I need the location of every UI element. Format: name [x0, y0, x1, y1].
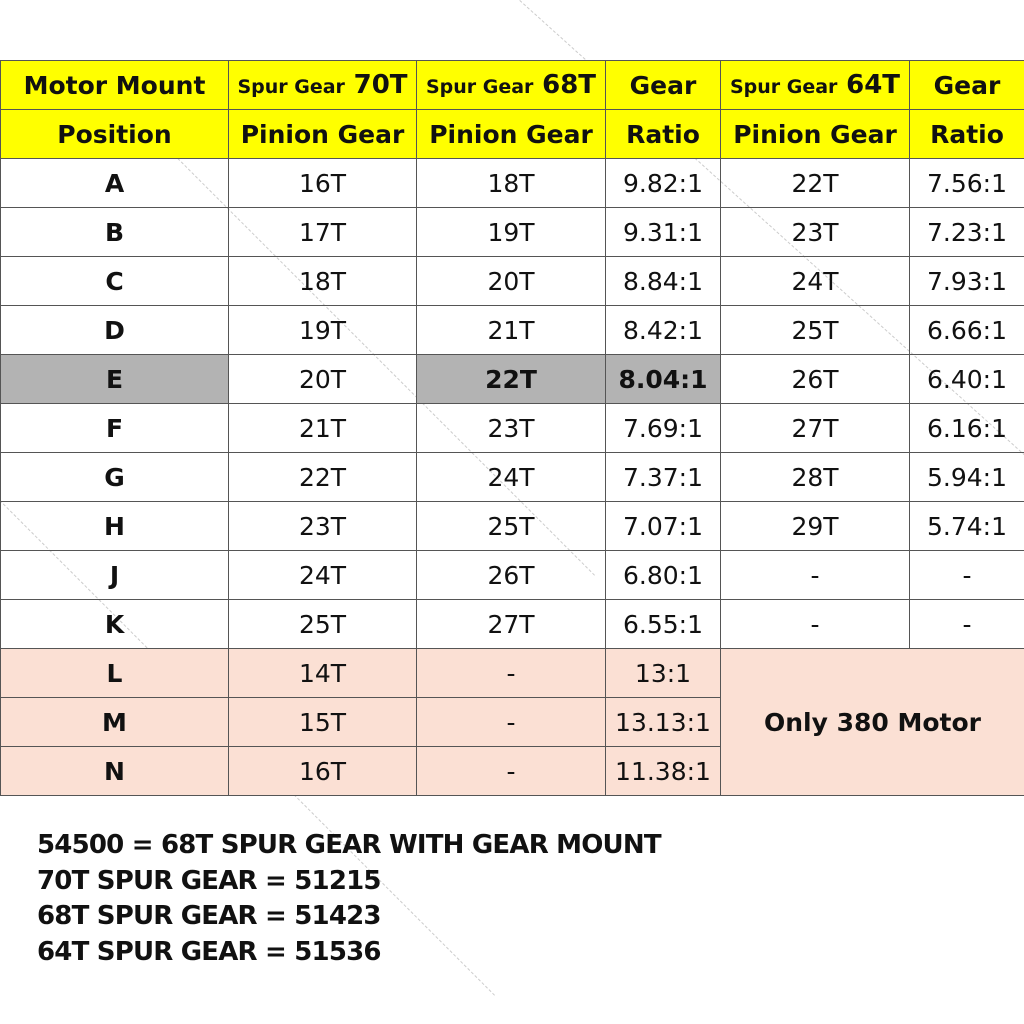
table-row — [1, 404, 1024, 453]
pinion-68-cell: - — [417, 649, 606, 698]
ratio-64-cell: - — [910, 600, 1024, 649]
ratio-68-cell: 6.80:1 — [606, 551, 721, 600]
position-cell: J — [1, 551, 229, 600]
position-cell: B — [1, 208, 229, 257]
ratio-68-cell: 8.42:1 — [606, 306, 721, 355]
ratio-68-cell: 11.38:1 — [606, 747, 721, 796]
note-line: 54500 = 68T SPUR GEAR WITH GEAR MOUNT — [37, 830, 661, 860]
pinion-68-cell: 26T — [417, 551, 606, 600]
table-row — [1, 257, 1024, 306]
table-row — [1, 159, 1024, 208]
ratio-64-cell: 7.56:1 — [910, 159, 1024, 208]
pinion-70-cell: 18T — [229, 257, 417, 306]
pinion-68-cell: - — [417, 698, 606, 747]
pinion-68-cell: 23T — [417, 404, 606, 453]
ratio-64-cell: 7.23:1 — [910, 208, 1024, 257]
position-cell: E — [1, 355, 229, 404]
table-row — [1, 355, 1024, 404]
position-cell: D — [1, 306, 229, 355]
pinion-68-cell: 20T — [417, 257, 606, 306]
pinion-68-cell: 27T — [417, 600, 606, 649]
gear-ratio-table — [0, 60, 1024, 796]
pinion-64-cell: 24T — [721, 257, 910, 306]
pinion-70-cell: 16T — [229, 159, 417, 208]
table-row — [1, 208, 1024, 257]
ratio-68-cell: 8.04:1 — [606, 355, 721, 404]
position-cell: H — [1, 502, 229, 551]
ratio-68-cell: 7.37:1 — [606, 453, 721, 502]
pinion-68-cell: 25T — [417, 502, 606, 551]
pinion-70-cell: 23T — [229, 502, 417, 551]
header-pinion-70: Pinion Gear — [229, 110, 417, 159]
position-cell: K — [1, 600, 229, 649]
ratio-64-cell: 6.40:1 — [910, 355, 1024, 404]
table-row — [1, 551, 1024, 600]
position-cell: N — [1, 747, 229, 796]
table-row — [1, 502, 1024, 551]
part-number-notes — [37, 828, 661, 970]
pinion-68-cell: 22T — [417, 355, 606, 404]
note-line: 70T SPUR GEAR = 51215 — [37, 865, 381, 896]
pinion-64-cell: - — [721, 551, 910, 600]
ratio-64-cell: - — [910, 551, 1024, 600]
ratio-68-cell: 9.31:1 — [606, 208, 721, 257]
pinion-70-cell: 16T — [229, 747, 417, 796]
ratio-68-cell: 7.07:1 — [606, 502, 721, 551]
ratio-64-cell: 5.94:1 — [910, 453, 1024, 502]
note-line: 68T SPUR GEAR = 51423 — [37, 901, 381, 931]
pinion-70-cell: 24T — [229, 551, 417, 600]
header-ratio-64: Ratio — [910, 110, 1024, 159]
table-row — [1, 600, 1024, 649]
position-cell: F — [1, 404, 229, 453]
pinion-64-cell: 28T — [721, 453, 910, 502]
table-row — [1, 453, 1024, 502]
header-position: Position — [1, 110, 229, 159]
pinion-64-cell: 26T — [721, 355, 910, 404]
position-cell: C — [1, 257, 229, 306]
header-spur-68: Spur Gear 68T — [417, 61, 606, 110]
header-row-2 — [1, 110, 1024, 159]
pinion-64-cell: - — [721, 600, 910, 649]
header-spur-64: Spur Gear 64T — [721, 61, 910, 110]
pinion-64-cell: 23T — [721, 208, 910, 257]
pinion-64-cell: 22T — [721, 159, 910, 208]
pinion-70-cell: 17T — [229, 208, 417, 257]
pinion-70-cell: 15T — [229, 698, 417, 747]
header-motor-mount: Motor Mount — [1, 61, 229, 110]
pinion-70-cell: 22T — [229, 453, 417, 502]
position-cell: M — [1, 698, 229, 747]
pinion-70-cell: 19T — [229, 306, 417, 355]
pinion-70-cell: 14T — [229, 649, 417, 698]
table-row — [1, 306, 1024, 355]
ratio-64-cell: 7.93:1 — [910, 257, 1024, 306]
header-spur-70: Spur Gear 70T — [229, 61, 417, 110]
ratio-68-cell: 13:1 — [606, 649, 721, 698]
header-gear-ratio-68: Gear — [606, 61, 721, 110]
position-cell: A — [1, 159, 229, 208]
ratio-68-cell: 8.84:1 — [606, 257, 721, 306]
pinion-68-cell: 24T — [417, 453, 606, 502]
header-pinion-64: Pinion Gear — [721, 110, 910, 159]
ratio-68-cell: 9.82:1 — [606, 159, 721, 208]
position-cell: G — [1, 453, 229, 502]
ratio-68-cell: 13.13:1 — [606, 698, 721, 747]
ratio-68-cell: 7.69:1 — [606, 404, 721, 453]
pinion-70-cell: 21T — [229, 404, 417, 453]
pinion-68-cell: 18T — [417, 159, 606, 208]
table-row-380 — [1, 649, 1024, 698]
pinion-70-cell: 20T — [229, 355, 417, 404]
position-cell: L — [1, 649, 229, 698]
header-pinion-68: Pinion Gear — [417, 110, 606, 159]
header-gear-ratio-64: Gear — [910, 61, 1024, 110]
pinion-68-cell: 19T — [417, 208, 606, 257]
pinion-64-cell: 29T — [721, 502, 910, 551]
pinion-68-cell: 21T — [417, 306, 606, 355]
pinion-64-cell: 27T — [721, 404, 910, 453]
ratio-64-cell: 6.66:1 — [910, 306, 1024, 355]
ratio-68-cell: 6.55:1 — [606, 600, 721, 649]
ratio-64-cell: 6.16:1 — [910, 404, 1024, 453]
only-380-motor-note: Only 380 Motor — [721, 649, 1024, 796]
pinion-70-cell: 25T — [229, 600, 417, 649]
header-ratio-68: Ratio — [606, 110, 721, 159]
header-row-1 — [1, 61, 1024, 110]
pinion-64-cell: 25T — [721, 306, 910, 355]
ratio-64-cell: 5.74:1 — [910, 502, 1024, 551]
pinion-68-cell: - — [417, 747, 606, 796]
note-line: 64T SPUR GEAR = 51536 — [37, 936, 381, 967]
